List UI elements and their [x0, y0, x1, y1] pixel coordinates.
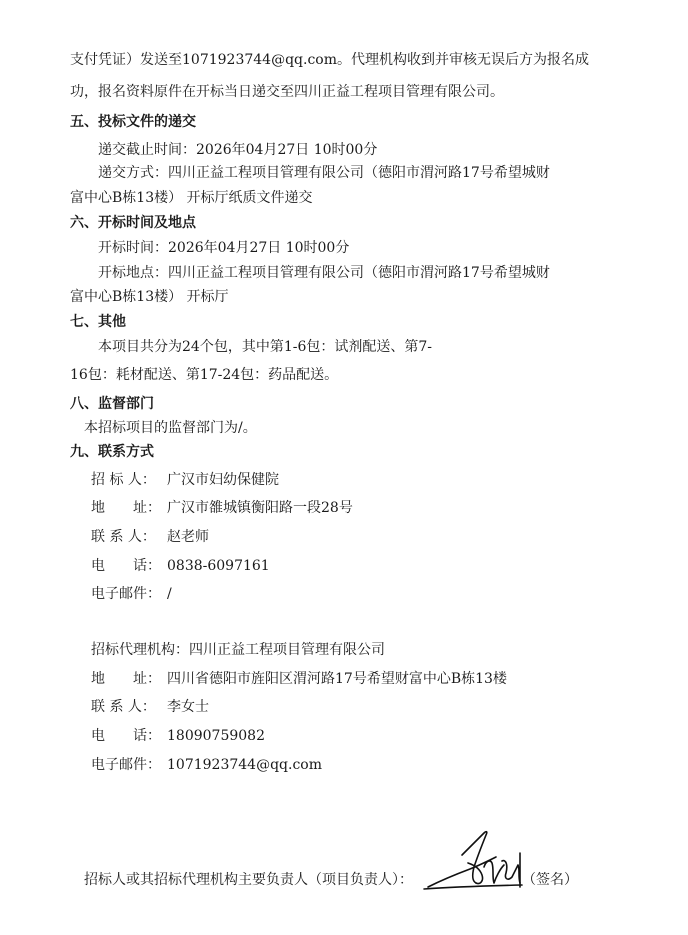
agency-email-value: 1071923744@qq.com	[167, 757, 322, 773]
tenderer-phone-row	[91, 557, 270, 575]
agency-address-value: 四川省德阳市旌阳区渭河路17号希望财富中心B栋13楼	[167, 671, 507, 687]
signature-prefix: 招标人或其招标代理机构主要负责人（项目负责人）：	[84, 872, 413, 888]
agency-contact-value: 李女士	[167, 699, 209, 715]
para-top-line-2: 功，报名资料原件在开标当日递交至四川正益工程项目管理有限公司。	[70, 84, 504, 100]
agency-phone-value: 18090759082	[167, 728, 265, 744]
bid-opening-place-line-2: 富中心B栋13楼） 开标厅	[70, 289, 229, 305]
tenderer-address-row	[91, 499, 353, 517]
tenderer-contact-value: 赵老师	[167, 529, 209, 545]
para-top-line-1: 支付凭证）发送至1071923744@qq.com。代理机构收到并审核无误后方为报名成	[70, 52, 589, 68]
tenderer-name-label: 招 标 人：	[91, 472, 156, 488]
agency-address-row	[91, 670, 507, 688]
handwritten-signature	[422, 825, 532, 897]
section-7-line-2: 16包：耗材配送、第17-24包：药品配送。	[70, 367, 339, 383]
agency-phone-row	[91, 727, 265, 745]
tenderer-address-value: 广汉市雒城镇衡阳路一段28号	[167, 500, 353, 516]
tenderer-phone-value: 0838-6097161	[167, 558, 270, 574]
submission-method-line-1: 递交方式：四川正益工程项目管理有限公司（德阳市渭河路17号希望城财	[98, 165, 550, 181]
agency-name-value: 四川正益工程项目管理有限公司	[189, 642, 385, 658]
tenderer-email-row	[91, 585, 172, 603]
tenderer-email-value: /	[167, 586, 172, 602]
section-7-line-1: 本项目共分为24个包，其中第1-6包：试剂配送、第7-	[98, 339, 432, 355]
section-8-heading: 八、监督部门	[70, 396, 154, 412]
tenderer-address-label: 地 址：	[91, 500, 161, 516]
tenderer-email-label: 电子邮件：	[91, 586, 161, 602]
tenderer-contact-label: 联 系 人：	[91, 529, 156, 545]
bid-opening-place-line-1: 开标地点：四川正益工程项目管理有限公司（德阳市渭河路17号希望城财	[98, 265, 550, 281]
tenderer-contact-row	[91, 528, 209, 546]
submission-method-line-2: 富中心B栋13楼） 开标厅纸质文件递交	[70, 190, 313, 206]
bid-opening-time: 开标时间：2026年04月27日 10时00分	[98, 240, 350, 256]
section-6-heading: 六、开标时间及地点	[70, 215, 196, 231]
submission-deadline: 递交截止时间：2026年04月27日 10时00分	[98, 142, 378, 158]
agency-contact-label: 联 系 人：	[91, 699, 156, 715]
agency-contact-row	[91, 698, 209, 716]
signature-strokes-icon	[422, 825, 532, 897]
agency-email-label: 电子邮件：	[91, 757, 161, 773]
tenderer-name-value: 广汉市妇幼保健院	[167, 472, 279, 488]
agency-phone-label: 电 话：	[91, 728, 161, 744]
signature-suffix: （签名）	[522, 872, 578, 888]
agency-name-row	[91, 641, 385, 659]
section-7-heading: 七、其他	[70, 314, 126, 330]
agency-email-row	[91, 756, 322, 774]
agency-address-label: 地 址：	[91, 671, 161, 687]
tenderer-name-row	[91, 471, 279, 489]
section-9-heading: 九、联系方式	[70, 444, 154, 460]
supervision-dept: 本招标项目的监督部门为/。	[84, 420, 257, 436]
agency-name-label: 招标代理机构：	[91, 642, 189, 658]
section-5-heading: 五、投标文件的递交	[70, 114, 196, 130]
tenderer-phone-label: 电 话：	[91, 558, 161, 574]
